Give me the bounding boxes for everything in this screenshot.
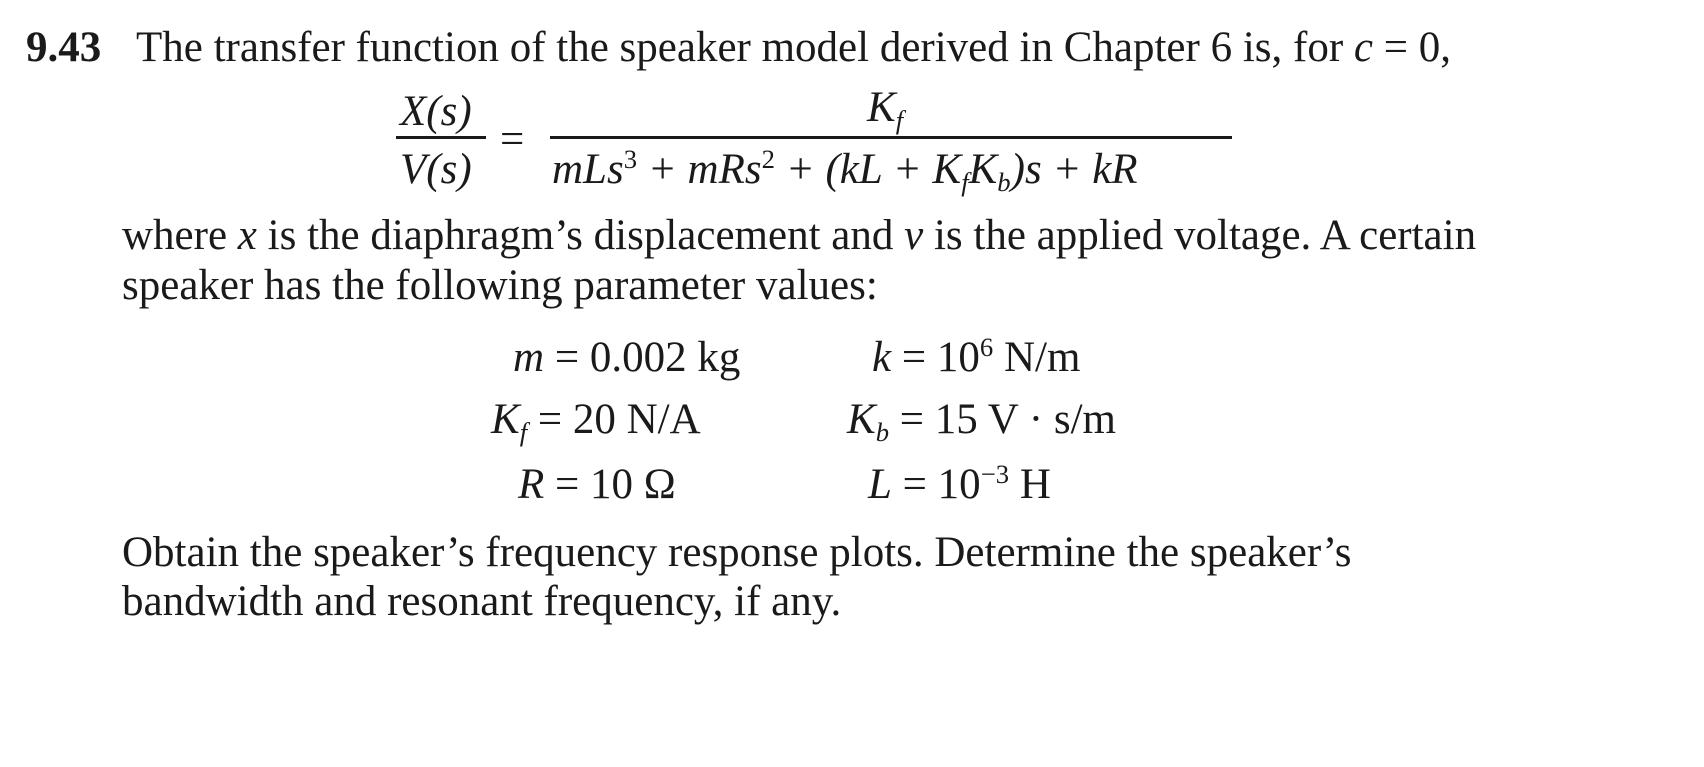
paragraph-2-line-1: Obtain the speaker’s frequency response plots. Determine the speaker’s: [122, 529, 1352, 576]
problem-intro-text: The transfer function of the speaker model derived in Chapter 6 is, for: [135, 24, 1344, 71]
param-m: m = 0.002 kg: [513, 334, 741, 381]
problem-number: 9.43: [26, 24, 102, 71]
lhs-fraction-bar: [396, 136, 486, 139]
condition-variable: c: [1353, 24, 1373, 71]
condition-value: = 0,: [1373, 24, 1452, 71]
variable-x: x: [237, 212, 257, 259]
lhs-denominator: V(s): [400, 146, 472, 193]
lhs-numerator: X(s): [400, 88, 472, 135]
paragraph-1-line-1: where x is the diaphragm’s displacement and v is the applied voltage. A certain: [122, 212, 1477, 259]
rhs-fraction-bar: [550, 136, 1232, 139]
rhs-numerator: $K_f$: [867, 84, 904, 135]
param-Kb: $K_b = 15$ V · s/m: [847, 396, 1116, 447]
problem-statement-line: [26, 26, 1451, 69]
paragraph-1-line-2: speaker has the following parameter values:: [122, 262, 878, 309]
param-R: R = 10 Ω: [518, 461, 676, 508]
param-k: $k = 10^6$ N/m: [872, 332, 1081, 381]
equation-equals: =: [500, 116, 525, 163]
param-L: $L = 10^{-3}$ H: [868, 459, 1051, 508]
paragraph-2-line-2: bandwidth and resonant frequency, if any.: [122, 578, 842, 625]
variable-v: v: [904, 212, 924, 259]
param-Kf: $K_f = 20$ N/A: [491, 396, 701, 447]
rhs-denominator: $mLs^3 + mRs^2 + (kL + K_fK_b)s$ + kR: [552, 144, 1138, 197]
